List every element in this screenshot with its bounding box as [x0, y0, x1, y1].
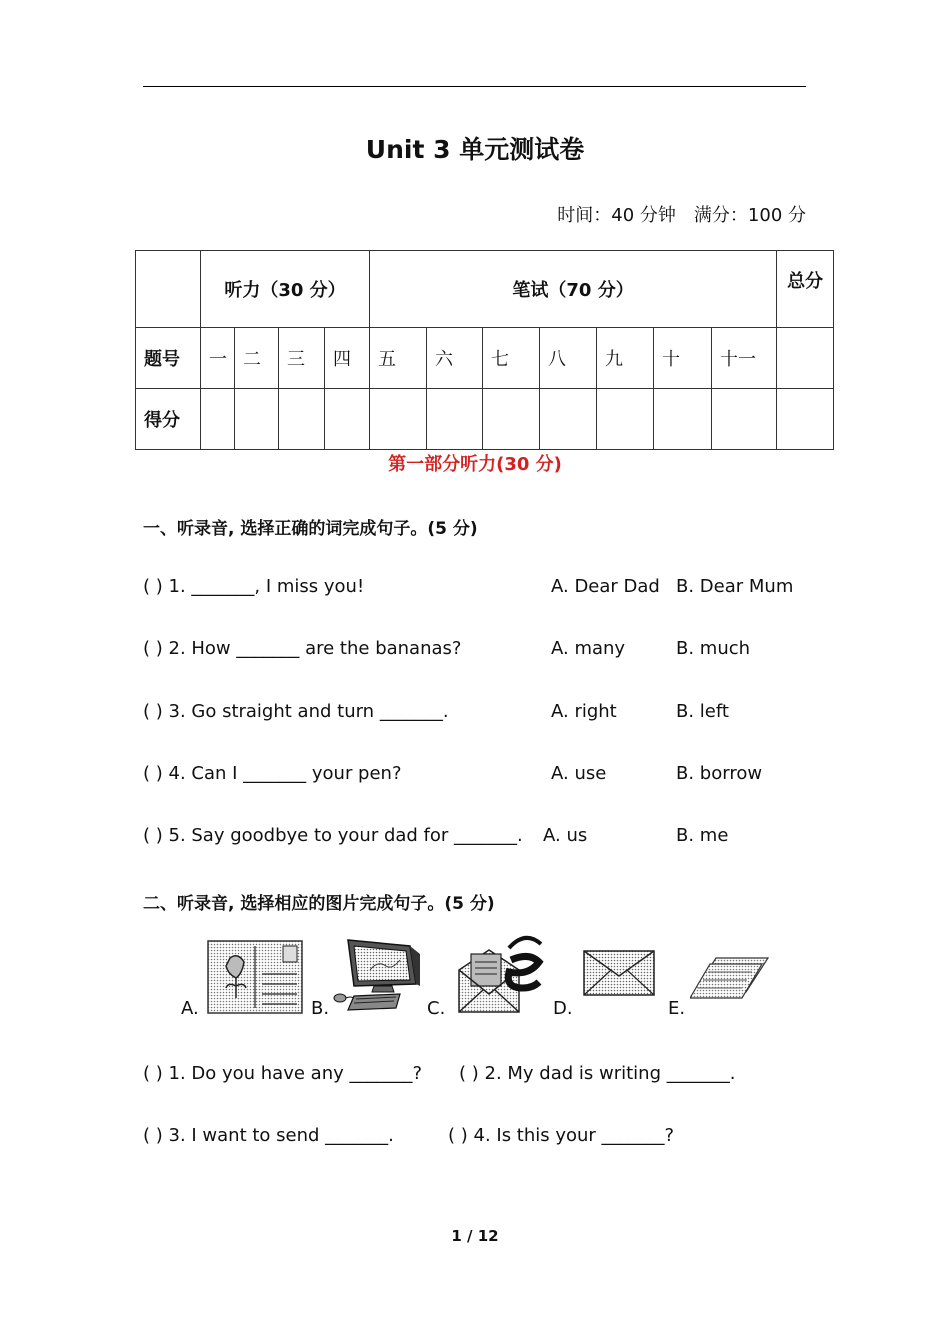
question-number: 五 [370, 328, 427, 389]
section2-heading: 二、听录音, 选择相应的图片完成句子。(5 分) [143, 894, 495, 914]
s1-question-2: ( ) 2. How _______ are the bananas? [143, 638, 462, 659]
question-number: 一 [201, 328, 235, 389]
score-cell[interactable] [712, 389, 777, 450]
picture-e-label: E. [668, 998, 686, 1019]
section1-heading: 一、听录音, 选择正确的词完成句子。(5 分) [143, 519, 478, 539]
letter-papers-icon [690, 956, 770, 1000]
score-cell[interactable] [235, 389, 279, 450]
page-number: 1 / 12 [451, 1227, 499, 1245]
total-header: 总分 [777, 251, 834, 328]
writing-header: 笔试（70 分） [370, 251, 777, 328]
s2-question-3: ( ) 3. I want to send _______. [143, 1125, 394, 1146]
score-cell[interactable] [201, 389, 235, 450]
s1-question-1: ( ) 1. _______, I miss you! [143, 576, 365, 597]
score-cell[interactable] [654, 389, 712, 450]
full-score: 满分：100 分 [693, 205, 806, 226]
picture-d-label: D. [553, 998, 573, 1019]
s1-q2-option-b: B. much [676, 638, 751, 659]
s1-question-4: ( ) 4. Can I _______ your pen? [143, 763, 402, 784]
score-cell[interactable] [483, 389, 540, 450]
question-number: 三 [279, 328, 325, 389]
part1-title: 第一部分听力(30 分) [388, 454, 562, 475]
envelope-icon [583, 950, 655, 996]
email-icon [455, 934, 547, 1014]
question-number: 九 [597, 328, 654, 389]
time-limit: 时间：40 分钟 [557, 205, 676, 226]
s1-q5-option-b: B. me [676, 825, 729, 846]
s1-q4-option-a: A. use [551, 763, 607, 784]
s1-q1-option-b: B. Dear Mum [676, 576, 794, 597]
total-score-cell[interactable] [777, 389, 834, 450]
s1-q2-option-a: A. many [551, 638, 626, 659]
score-table [135, 250, 834, 450]
corner-cell [136, 251, 201, 328]
s1-question-3: ( ) 3. Go straight and turn _______. [143, 701, 449, 722]
score-cell[interactable] [325, 389, 370, 450]
score-cell[interactable] [279, 389, 325, 450]
question-number: 七 [483, 328, 540, 389]
score-row-label: 得分 [136, 389, 201, 450]
s1-q3-option-b: B. left [676, 701, 729, 722]
question-number: 六 [427, 328, 483, 389]
postcard-icon [207, 940, 303, 1014]
total-blank [777, 328, 834, 389]
time-score-line [557, 201, 806, 227]
score-cell[interactable] [597, 389, 654, 450]
question-number: 二 [235, 328, 279, 389]
s1-q4-option-b: B. borrow [676, 763, 763, 784]
number-row-label: 题号 [136, 328, 201, 389]
question-number: 四 [325, 328, 370, 389]
score-cell[interactable] [427, 389, 483, 450]
score-cell[interactable] [540, 389, 597, 450]
question-number: 十一 [712, 328, 777, 389]
picture-b-label: B. [311, 998, 330, 1019]
computer-icon [330, 936, 422, 1016]
listening-header: 听力（30 分） [201, 251, 370, 328]
score-cell[interactable] [370, 389, 427, 450]
picture-c-label: C. [427, 998, 446, 1019]
s1-q5-option-a: A. us [543, 825, 588, 846]
s1-question-5: ( ) 5. Say goodbye to your dad for _______. [143, 825, 523, 846]
question-number: 十 [654, 328, 712, 389]
top-rule [143, 86, 806, 87]
picture-a-label: A. [181, 998, 199, 1019]
s1-q1-option-a: A. Dear Dad [551, 576, 660, 597]
question-number: 八 [540, 328, 597, 389]
s1-q3-option-a: A. right [551, 701, 617, 722]
s2-question-1: ( ) 1. Do you have any _______? [143, 1063, 423, 1084]
s2-question-2: ( ) 2. My dad is writing _______. [459, 1063, 736, 1084]
page-title: Unit 3 单元测试卷 [365, 135, 585, 164]
s2-question-4: ( ) 4. Is this your _______? [448, 1125, 675, 1146]
